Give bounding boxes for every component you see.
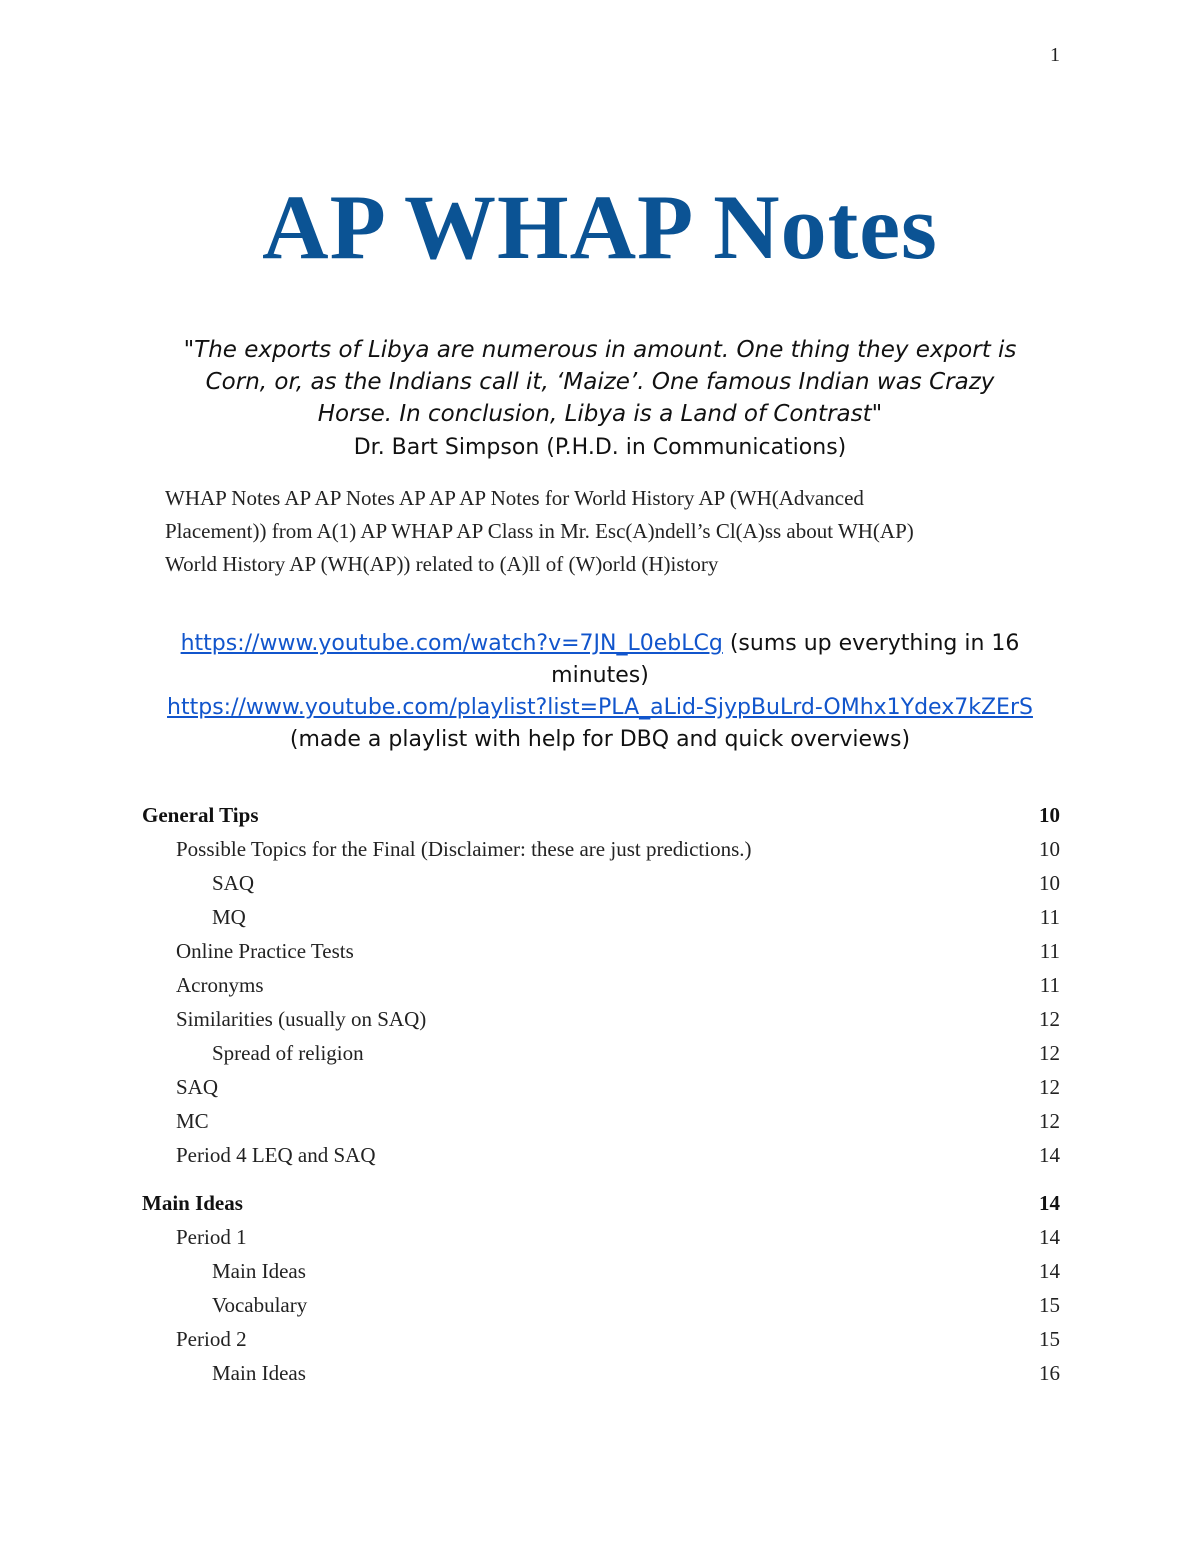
toc-entry-page: 15 — [1039, 1293, 1060, 1317]
playlist-link-entry — [140, 692, 1060, 756]
toc-entry-page: 12 — [1039, 1041, 1060, 1065]
video-links — [140, 628, 1060, 756]
toc-entry[interactable] — [142, 934, 1060, 968]
toc-entry-label: Possible Topics for the Final (Disclaimer: these are just predictions.) — [176, 837, 752, 861]
video-link-entry — [140, 628, 1060, 692]
toc-entry-label: Main Ideas — [212, 1259, 306, 1283]
toc-entry-page: 10 — [1039, 837, 1060, 861]
toc-entry-page: 10 — [1039, 871, 1060, 895]
notes-description — [165, 482, 1045, 581]
toc-entry[interactable] — [142, 1322, 1060, 1356]
toc-entry-page: 14 — [1039, 1259, 1060, 1283]
toc-entry-page: 14 — [1039, 1225, 1060, 1249]
page-number: 1 — [1050, 44, 1060, 66]
youtube-video-link[interactable]: https://www.youtube.com/watch?v=7JN_L0ebLCg — [180, 631, 723, 656]
toc-entry-page: 11 — [1039, 939, 1060, 963]
toc-entry[interactable] — [142, 1186, 1060, 1220]
toc-entry[interactable] — [142, 1254, 1060, 1288]
quote-attribution: Dr. Bart Simpson (P.H.D. in Communications) — [353, 435, 847, 460]
toc-entry-label: MQ — [212, 905, 246, 929]
table-of-contents — [142, 798, 1060, 1390]
toc-entry[interactable] — [142, 1070, 1060, 1104]
toc-entry-label: Main Ideas — [142, 1191, 243, 1215]
toc-entry-page: 15 — [1039, 1327, 1060, 1351]
toc-entry-label: Acronyms — [176, 973, 264, 997]
toc-entry-page: 11 — [1039, 973, 1060, 997]
toc-entry[interactable] — [142, 1036, 1060, 1070]
toc-entry-label: SAQ — [212, 871, 255, 895]
quote-line: "The exports of Libya are numerous in amount. One thing they export is — [183, 337, 1017, 363]
toc-entry-page: 14 — [1039, 1143, 1060, 1167]
toc-entry[interactable] — [142, 798, 1060, 832]
toc-entry-label: Period 1 — [176, 1225, 247, 1249]
toc-entry-label: Main Ideas — [212, 1361, 306, 1385]
toc-entry-page: 14 — [1039, 1191, 1060, 1215]
epigraph-quote — [130, 334, 1070, 430]
description-line: WHAP Notes AP AP Notes AP AP AP Notes for World History AP (WH(Advanced — [165, 486, 864, 510]
toc-entry-page: 16 — [1039, 1361, 1060, 1385]
toc-entry-label: MC — [176, 1109, 209, 1133]
toc-entry-label: Online Practice Tests — [176, 939, 354, 963]
playlist-link-note: (made a playlist with help for DBQ and quick overviews) — [289, 727, 911, 752]
toc-entry-label: Period 2 — [176, 1327, 247, 1351]
toc-entry[interactable] — [142, 832, 1060, 866]
toc-entry[interactable] — [142, 1104, 1060, 1138]
document-title: AP WHAP Notes — [262, 176, 938, 278]
video-link-note: (sums up everything in 16 minutes) — [551, 631, 1020, 688]
toc-entry[interactable] — [142, 900, 1060, 934]
toc-entry-label: Vocabulary — [212, 1293, 308, 1317]
toc-entry-page: 11 — [1039, 905, 1060, 929]
quote-line: Corn, or, as the Indians call it, ‘Maize’. One famous Indian was Crazy — [205, 369, 995, 395]
toc-entry-label: Period 4 LEQ and SAQ — [176, 1143, 376, 1167]
toc-entry-label: Spread of religion — [212, 1041, 364, 1065]
toc-entry[interactable] — [142, 968, 1060, 1002]
youtube-playlist-link[interactable]: https://www.youtube.com/playlist?list=PLA_aLid-SjypBuLrd-OMhx1Ydex7kZErS — [167, 695, 1033, 720]
toc-entry-page: 10 — [1039, 803, 1060, 827]
toc-entry-page: 12 — [1039, 1075, 1060, 1099]
toc-entry-label: Similarities (usually on SAQ) — [176, 1007, 427, 1031]
toc-entry-page: 12 — [1039, 1007, 1060, 1031]
toc-entry[interactable] — [142, 1138, 1060, 1172]
toc-entry[interactable] — [142, 1220, 1060, 1254]
description-line: Placement)) from A(1) AP WHAP AP Class in Mr. Esc(A)ndell’s Cl(A)ss about WH(AP) — [165, 519, 914, 543]
toc-entry[interactable] — [142, 1356, 1060, 1390]
toc-entry-page: 12 — [1039, 1109, 1060, 1133]
toc-entry[interactable] — [142, 1002, 1060, 1036]
toc-entry-label: SAQ — [176, 1075, 219, 1099]
toc-entry[interactable] — [142, 1288, 1060, 1322]
toc-entry-label: General Tips — [142, 803, 259, 827]
toc-entry[interactable] — [142, 866, 1060, 900]
description-line: World History AP (WH(AP)) related to (A)ll of (W)orld (H)istory — [165, 552, 719, 576]
quote-line: Horse. In conclusion, Libya is a Land of Contrast" — [317, 401, 883, 427]
